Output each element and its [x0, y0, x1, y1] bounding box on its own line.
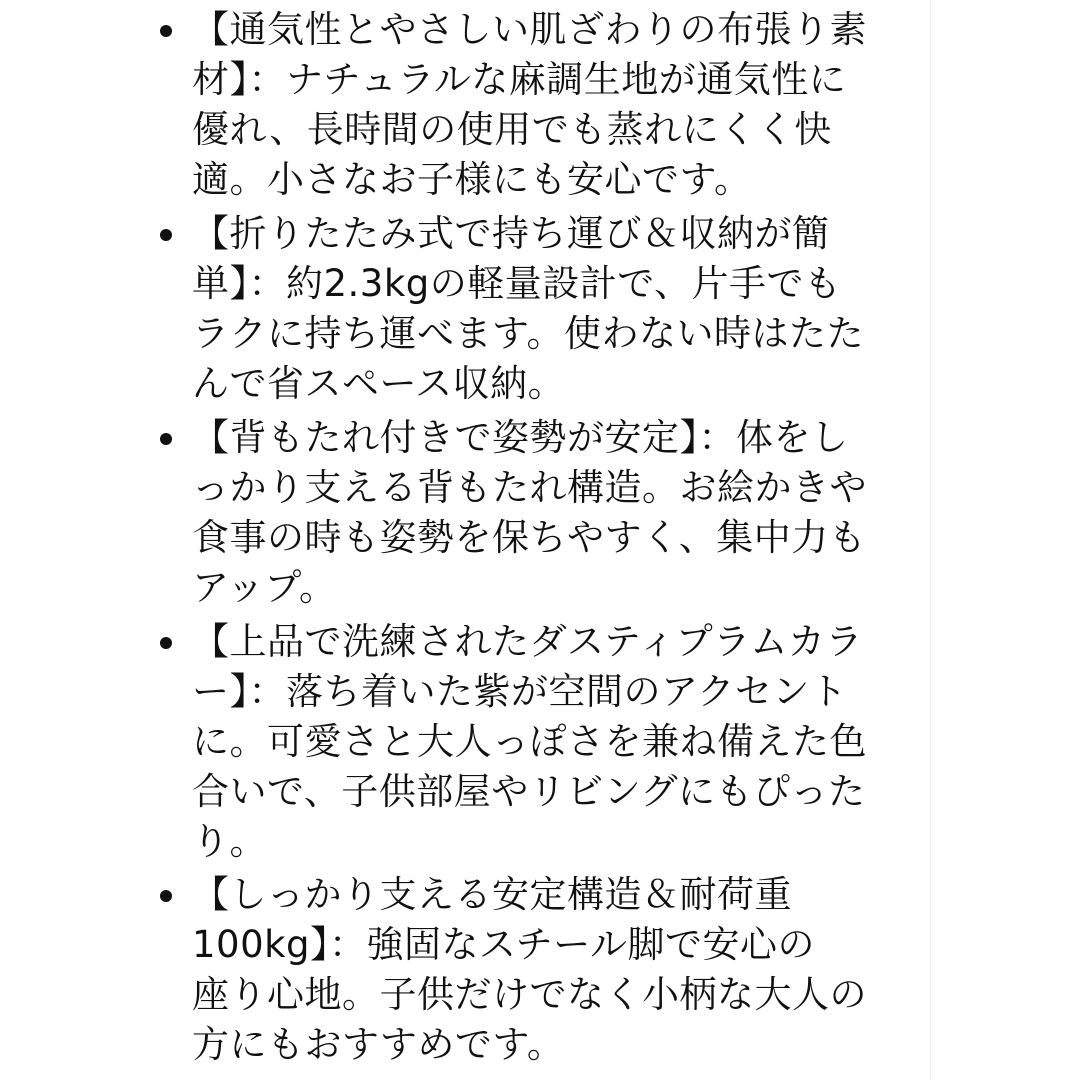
text-line: っかり支える背もたれ構造。お絵かきや — [192, 466, 867, 509]
text-line: 座り心地。子供だけでなく小柄な大人の — [192, 973, 867, 1016]
text-line: に。可愛さと大人っぽさを兼ね備えた色 — [192, 720, 867, 763]
bullet-icon — [160, 637, 172, 649]
text-line: 食事の時も姿勢を保ちやすく、集中力も — [192, 516, 867, 559]
right-divider — [930, 0, 931, 1080]
text-line: アップ。 — [192, 566, 337, 609]
text-line: 【しっかり支える安定構造＆耐荷重 — [192, 873, 792, 916]
text-line: 材】：ナチュラルな麻調生地が通気性に — [192, 58, 847, 101]
text-line: 【通気性とやさしい肌ざわりの布張り素 — [192, 8, 867, 51]
text-line: ー】：落ち着いた紫が空間のアクセント — [192, 670, 848, 713]
text-line: 方にもおすすめです。 — [192, 1023, 565, 1066]
text-line: 【折りたたみ式で持ち運び＆収納が簡 — [192, 212, 830, 255]
text-line: 単】：約2.3kgの軽量設計で、片手でも — [192, 262, 842, 305]
text-line: 100kg】：強固なスチール脚で安心の — [192, 923, 816, 966]
text-line: 適。小さなお子様にも安心です。 — [192, 158, 752, 201]
text-line: んで省スペース収納。 — [192, 362, 566, 405]
text-line: 【背もたれ付きで姿勢が安定】：体をし — [192, 416, 849, 459]
text-line: 合いで、子供部屋やリビングにもぴった — [192, 770, 866, 813]
text-line: 優れ、長時間の使用でも蒸れにくく快 — [192, 108, 832, 151]
text-line: ラクに持ち運べます。使わない時はたた — [192, 312, 865, 355]
bullet-icon — [160, 433, 172, 445]
bullet-icon — [160, 229, 172, 241]
text-line: り。 — [192, 820, 267, 863]
bullet-icon — [160, 25, 172, 37]
bullet-icon — [160, 890, 172, 902]
text-line: 【上品で洗練されたダスティプラムカラ — [192, 620, 863, 663]
